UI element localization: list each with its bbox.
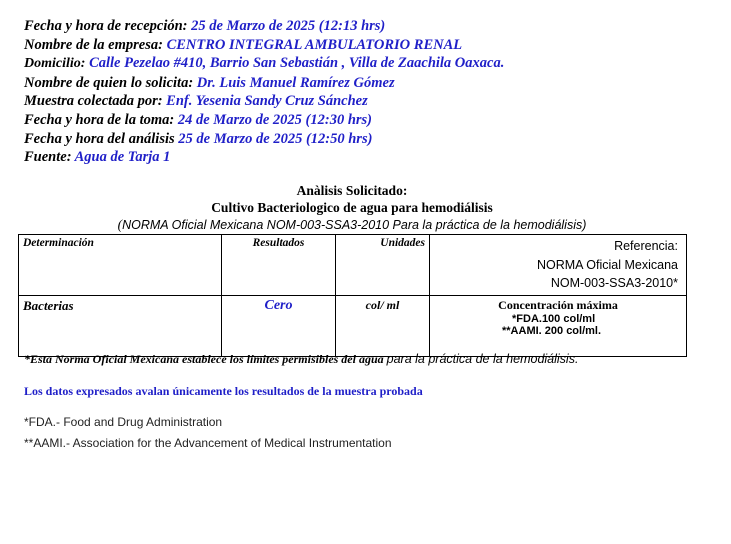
determination-cell: Bacterias [19,295,222,356]
reference-norm-name: NORMA Oficial Mexicana [536,257,678,272]
requester-row [24,74,724,93]
results-table [18,234,687,357]
norm-subtitle [18,217,686,233]
result-cell: Cero [222,295,336,356]
company-value: CENTRO INTEGRAL AMBULATORIO RENAL [162,36,463,53]
analysis-date-value: 25 de Marzo de 2025 (12:50 hrs) [174,130,373,147]
collector-label: Muestra colectada por: [24,93,163,110]
address-label: Domicilio: [24,56,86,72]
address-row [24,54,724,74]
analysis-date-row [24,130,724,149]
collector-row [24,92,724,111]
reference-norm-code: NOM-003-SSA3-2010* [550,276,678,290]
table-row [19,295,687,356]
determination-header: Determinación [19,235,222,296]
reference-label: Referencia: [614,239,678,253]
reception-date-value: 25 de Marzo de 2025 (12:13 hrs) [187,18,386,34]
table-header-row [19,235,687,296]
reception-date-label: Fecha y hora de recepción: [24,18,188,34]
sampling-date-row [24,111,724,130]
max-concentration-label: Concentración máxima [498,297,618,312]
analysis-date-label: Fecha y hora del análisis [24,130,175,147]
sampling-date-label: Fecha y hora de la toma: [24,111,175,128]
units-header: Unidades [336,235,430,296]
analysis-name-title: Cultivo Bacteriologico de agua para hemodiálisis [211,200,493,215]
reception-date-row [24,17,724,36]
source-label: Fuente: [24,149,72,166]
collector-value: Enf. Yesenia Sandy Cruz Sánchez [162,93,368,110]
norm-footnote-part1: *Esta Norma Oficial Mexicana establece los límites permisibles del agua [24,352,387,366]
analysis-requested-title: Anàlisis Solicitado: [296,183,408,198]
aami-abbreviation: **AAMI.- Association for the Advancement of Medical Instrumentation [24,436,392,450]
report-header [24,17,724,167]
reference-header [430,235,687,296]
fda-abbreviation: *FDA.- Food and Drug Administration [24,415,223,429]
norm-subtitle-paren: ( [117,217,123,232]
fda-limit: *FDA.100 col/ml [512,312,596,325]
unit-cell: col/ ml [336,295,430,356]
sampling-date-value: 24 de Marzo de 2025 (12:30 hrs) [174,111,372,128]
address-value: Calle Pezelao #410, Barrio San Sebastián , Villa de Zaachila Oaxaca. [85,55,505,72]
company-row [24,36,724,55]
company-label: Nombre de la empresa: [24,36,163,53]
reference-cell [430,295,687,356]
source-row [24,148,724,167]
aami-limit: **AAMI. 200 col/ml. [502,324,602,337]
requester-value: Dr. Luis Manuel Ramírez Gómez [193,74,395,91]
norm-footnote [24,352,578,367]
norm-footnote-part2: para la práctica de la hemodiálisis. [386,352,579,366]
validity-statement: Los datos expresados avalan únicamente los resultados de la muestra probada [24,384,423,398]
source-value: Agua de Tarja 1 [71,149,171,166]
norm-subtitle-text: NORMA Oficial Mexicana NOM-003-SSA3-2010 Para la práctica de la hemodiálisis) [122,218,587,232]
requester-label: Nombre de quien lo solicita: [24,74,194,91]
results-header: Resultados [222,235,336,296]
